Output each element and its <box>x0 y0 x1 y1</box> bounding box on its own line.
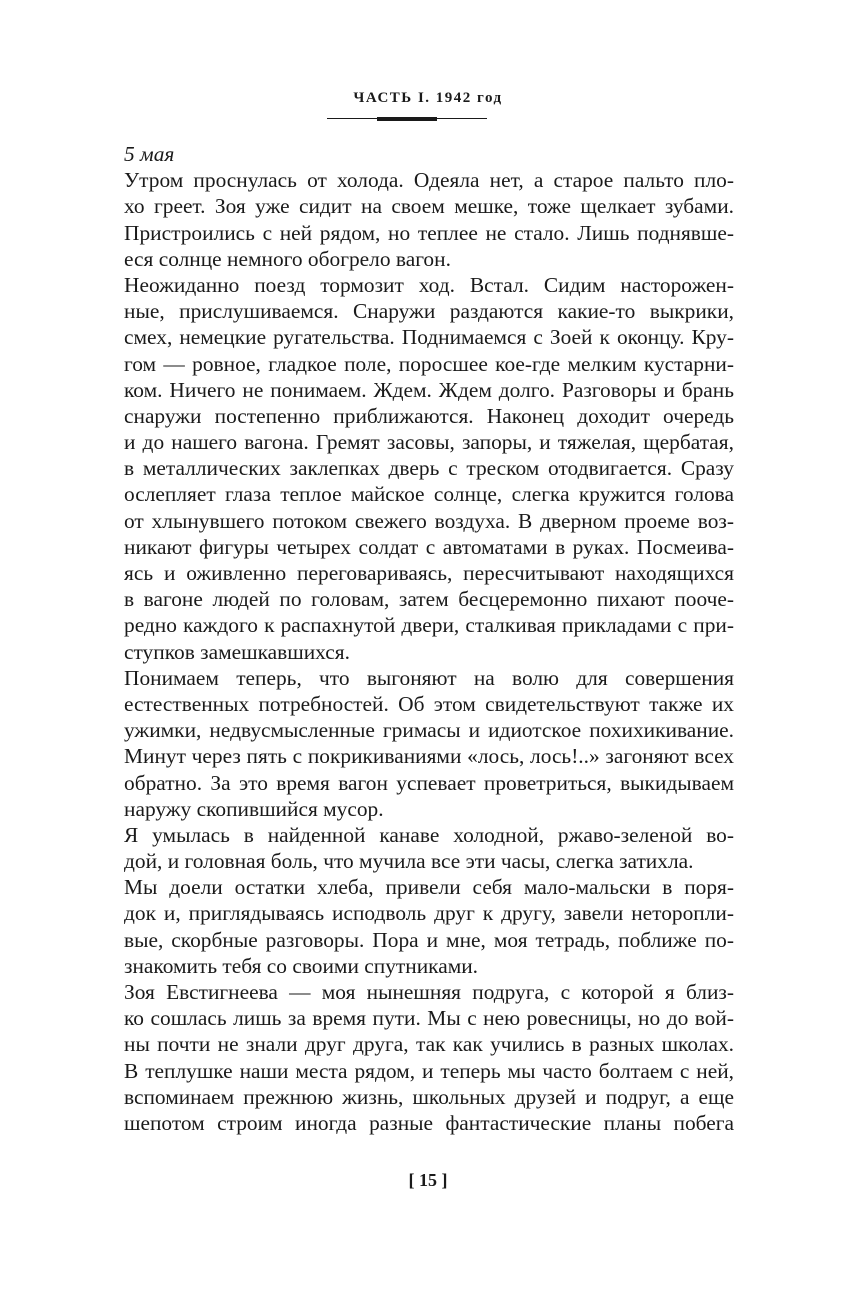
text-line: ступков замешкавшихся. <box>124 639 350 664</box>
text-line: вые, скорбные разговоры. Пора и мне, моя тетрадь, поближе по- <box>124 927 734 952</box>
text-line: и до нашего вагона. Гремят засовы, запоры, и тяжелая, щербатая, <box>124 430 734 455</box>
text-line: ком. Ничего не понимаем. Ждем. Ждем долго. Разговоры и брань <box>124 377 734 402</box>
text-line: снаружи постепенно приближаются. Наконец доходит очередь <box>124 403 734 428</box>
text-line: Утром проснулась от холода. Одеяла нет, а старое пальто пло- <box>124 168 734 193</box>
text-line: Минут через пять с покрикиваниями «лось, лось!..» загоняют всех <box>124 744 734 769</box>
paragraph <box>124 874 734 979</box>
text-line: естественных потребностей. Об этом свидетельствуют также их <box>124 691 734 716</box>
date-heading: 5 мая <box>124 142 175 166</box>
text-line: Зоя Евстигнеева — моя нынешняя подруга, с которой я близ- <box>124 980 734 1005</box>
text-line: редно каждого к распахнутой двери, сталкивая прикладами с при- <box>124 613 734 638</box>
text-line: док и, приглядываясь исподволь друг к другу, завели неторопли- <box>124 901 734 926</box>
text-line: гом — ровное, гладкое поле, поросшее кое-где мелким кустарни- <box>124 351 734 376</box>
text-line: в вагоне людей по головам, затем бесцеремонно пихают пооче- <box>124 587 734 612</box>
paragraph <box>124 822 734 874</box>
text-line: ные, прислушиваемся. Снаружи раздаются какие-то выкрики, <box>124 299 734 324</box>
text-line: вспоминаем прежнюю жизнь, школьных друзей и подруг, а еще <box>124 1084 734 1109</box>
text-line: дой, и головная боль, что мучила все эти часы, слегка затихла. <box>124 849 694 874</box>
text-line: смех, немецкие ругательства. Поднимаемся с Зоей к оконцу. Кру- <box>124 325 734 350</box>
paragraph <box>124 167 734 272</box>
text-line: В теплушке наши места рядом, и теперь мы часто болтаем с ней, <box>124 1058 734 1083</box>
paragraph <box>124 272 734 665</box>
text-line: в металлических заклепках дверь с треском отодвигается. Сразу <box>124 456 734 481</box>
running-head: ЧАСТЬ I. 1942 год <box>353 90 503 106</box>
text-line: ны почти не знали друг друга, так как учились в разных школах. <box>124 1032 734 1057</box>
page-number: [ 15 ] <box>408 1170 448 1190</box>
text-line: Пристроились с ней рядом, но теплее не стало. Лишь поднявше- <box>124 220 734 245</box>
text-line: обратно. За это время вагон успевает проветриться, выкидываем <box>124 770 734 795</box>
paragraph <box>124 665 734 822</box>
paragraphs <box>124 167 734 1136</box>
text-line: еся солнце немного обогрело вагон. <box>124 246 451 271</box>
text-line: никают фигуры четырех солдат с автоматами в руках. Посмеива- <box>124 534 734 559</box>
text-line: шепотом строим иногда разные фантастические планы побега <box>124 1110 734 1135</box>
text-line: ко сошлась лишь за время пути. Мы с нею ровесницы, но до вой- <box>124 1006 734 1031</box>
text-line: Понимаем теперь, что выгоняют на волю для совершения <box>124 665 734 690</box>
text-line: знакомить тебя со своими спутниками. <box>124 953 479 978</box>
text-line: наружу скопившийся мусор. <box>124 796 384 821</box>
text-line: от хлынувшего потоком свежего воздуха. В дверном проеме воз- <box>124 508 734 533</box>
text-line: ужимки, недвусмысленные гримасы и идиотское похихикивание. <box>124 718 734 743</box>
text-line: ясь и оживленно переговариваясь, пересчитывают находящихся <box>124 561 734 586</box>
paragraph <box>124 979 734 1136</box>
text-line: Мы доели остатки хлеба, привели себя мало-мальски в поря- <box>124 875 734 900</box>
text-line: хо греет. Зоя уже сидит на своем мешке, тоже щелкает зубами. <box>124 194 734 219</box>
body-text <box>124 141 734 1136</box>
text-line: Я умылась в найденной канаве холодной, ржаво-зеленой во- <box>124 822 734 847</box>
header-rule-accent <box>377 117 437 121</box>
text-line: Неожиданно поезд тормозит ход. Встал. Сидим насторожен- <box>124 272 734 297</box>
text-line: ослепляет глаза теплое майское солнце, слегка кружится голова <box>124 482 734 507</box>
